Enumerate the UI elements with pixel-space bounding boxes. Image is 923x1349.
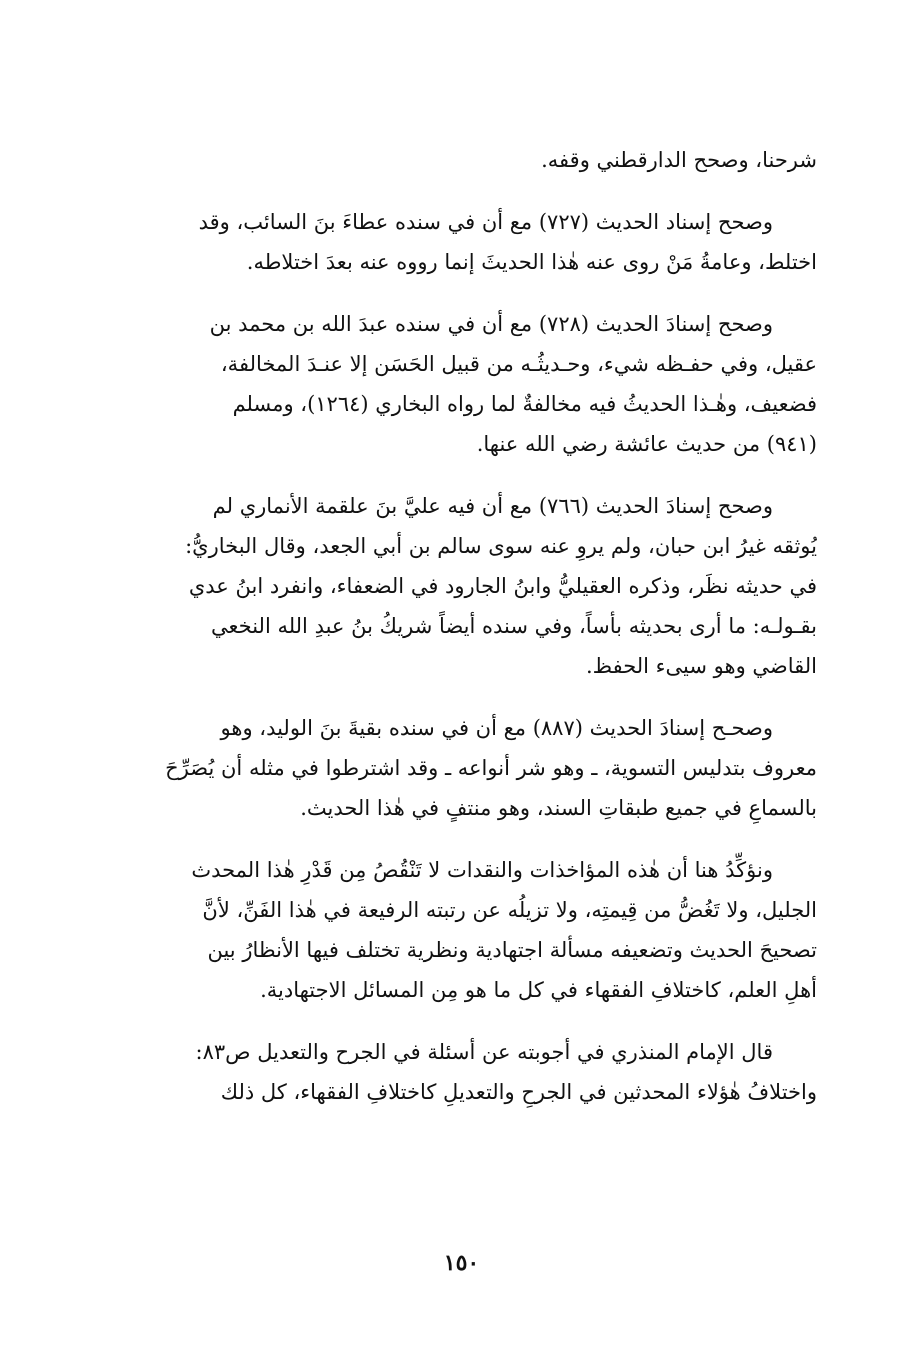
paragraph-5	[105, 708, 817, 828]
text-line: (٩٤١) من حديث عائشة رضي الله عنها.	[476, 432, 817, 456]
paragraph-1	[105, 140, 817, 180]
paragraph-7	[105, 1032, 817, 1112]
text-line: وصحح إسنادَ الحديث (٧٢٨) مع أن في سنده عبدَ الله بن محمد بن	[209, 312, 773, 336]
text-line: القاضي وهو سيىء الحفظ.	[585, 654, 817, 678]
text-line: بالسماعِ في جميع طبقاتِ السند، وهو منتفٍ في هٰذا الحديث.	[300, 796, 817, 820]
text-line: أهلِ العلم، كاختلافِ الفقهاء في كل ما هو مِن المسائل الاجتهادية.	[260, 978, 817, 1002]
text-line: عقيل، وفي حفـظه شيء، وحـديثُـه من قبيل الحَسَن إلا عنـدَ المخالفة،	[220, 352, 817, 376]
text-line: وصحح إسناد الحديث (٧٢٧) مع أن في سنده عطاءَ بنَ السائب، وقد	[198, 210, 773, 234]
page-number: ١٥٠	[443, 1250, 480, 1276]
text-line: ونؤكِّدُ هنا أن هٰذه المؤاخذات والنقدات لا تَنْقُصُ مِن قَدْرِ هٰذا المحدث	[191, 858, 773, 882]
text-line: واختلافُ هٰؤلاء المحدثين في الجرحِ والتعديلِ كاختلافِ الفقهاء، كل ذلك	[220, 1080, 817, 1104]
text-line: الجليل، ولا تَغُضُّ من قِيمتِه، ولا تزيلُه عن رتبته الرفيعة في هٰذا الفَنِّ، لأنَّ	[202, 898, 817, 922]
paragraph-4	[105, 486, 817, 686]
paragraph-2	[105, 202, 817, 282]
text-line: فضعيف، وهٰـذا الحديثُ فيه مخالفةٌ لما رواه البخاري (١٢٦٤)، ومسلم	[232, 392, 817, 416]
text-line: بقـولـه: ما أرى بحديثه بأساً، وفي سنده أيضاً شريكُ بنُ عبدِ الله النخعي	[211, 614, 817, 638]
paragraph-6	[105, 850, 817, 1010]
text-line: اختلط، وعامةُ مَنْ روى عنه هٰذا الحديثَ إنما رووه عنه بعدَ اختلاطه.	[246, 250, 817, 274]
text-line: وصحـح إسنادَ الحديث (٨٨٧) مع أن في سنده بقيةَ بنَ الوليد، وهو	[220, 716, 773, 740]
text-line: تصحيحَ الحديث وتضعيفه مسألة اجتهادية ونظرية تختلف فيها الأنظارُ بين	[207, 938, 817, 962]
text-line: قال الإمام المنذري في أجوبته عن أسئلة في الجرح والتعديل ص٨٣:	[195, 1040, 773, 1064]
text-line: في حديثه نظَر، وذكره العقيليُّ وابنُ الجارود في الضعفاء، وانفرد ابنُ عدي	[188, 574, 817, 598]
page-body	[105, 140, 817, 1134]
text-line: يُوثقه غيرُ ابن حبان، ولم يروِ عنه سوى سالم بن أبي الجعد، وقال البخاريُّ:	[185, 534, 817, 558]
paragraph-3	[105, 304, 817, 464]
text-line: شرحنا، وصحح الدارقطني وقفه.	[541, 148, 817, 172]
text-line: معروف بتدليس التسوية، ـ وهو شر أنواعه ـ وقد اشترطوا في مثله أن يُصَرِّحَ	[165, 756, 817, 780]
text-line: وصحح إسنادَ الحديث (٧٦٦) مع أن فيه عليَّ بنَ علقمة الأنماري لم	[212, 494, 773, 518]
